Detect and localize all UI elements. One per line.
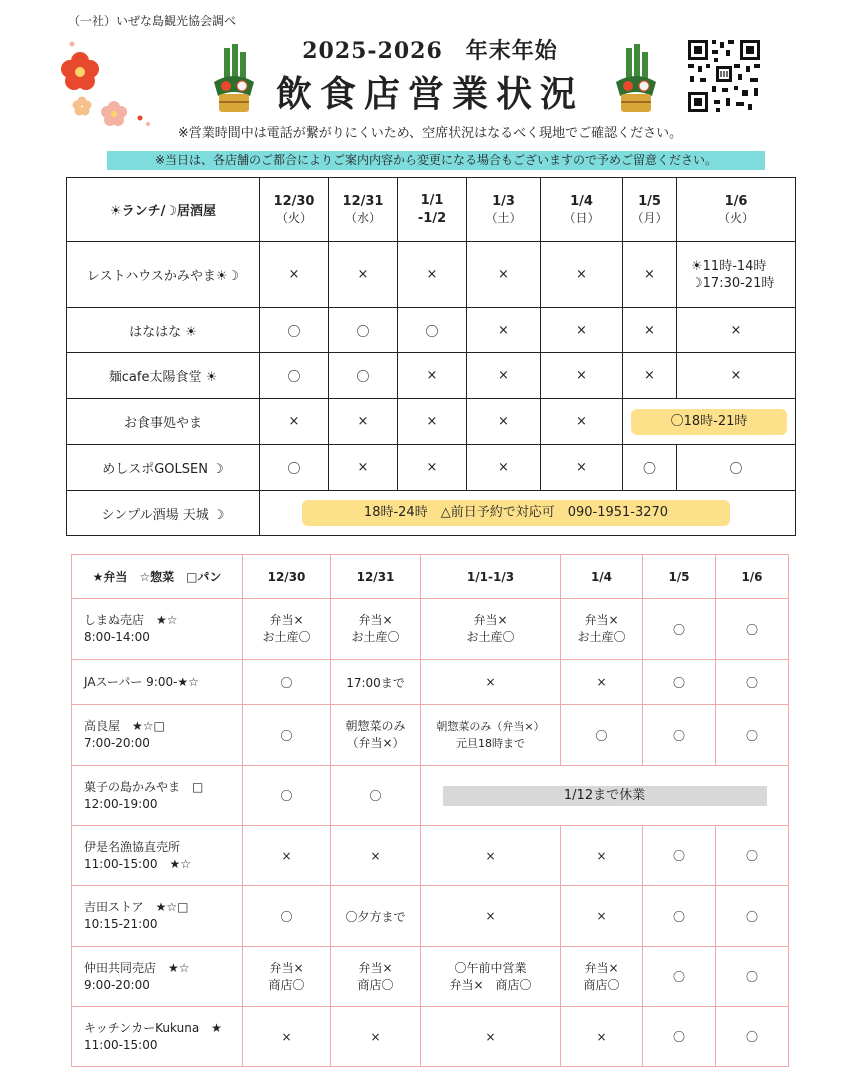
status-cell: × bbox=[677, 308, 796, 353]
date-header: 1/6 bbox=[716, 555, 789, 599]
table-row bbox=[67, 353, 796, 399]
qr-code[interactable] bbox=[686, 38, 762, 114]
page-title: 飲食店営業状況 bbox=[275, 73, 584, 115]
status-cell: 〇 bbox=[716, 947, 789, 1007]
date-header: 12/30 bbox=[243, 555, 331, 599]
status-cell: × bbox=[677, 353, 796, 399]
status-cell: 〇 bbox=[716, 1007, 789, 1067]
kadomatsu-icon bbox=[210, 44, 258, 114]
status-cell: × bbox=[623, 242, 677, 308]
status-cell: 弁当× お土産〇 bbox=[561, 599, 643, 660]
phone-note: ※営業時間中は電話が繋がりにくいため、空席状況はなるべく現地でご確認ください。 bbox=[177, 126, 683, 141]
status-cell: 17:00まで bbox=[331, 660, 421, 705]
status-cell: 〇 bbox=[643, 599, 716, 660]
restaurant-name: めしスポGOLSEN ☽ bbox=[67, 445, 260, 491]
status-cell: × bbox=[398, 242, 467, 308]
status-cell: 〇 bbox=[643, 886, 716, 947]
status-cell: 〇 bbox=[716, 826, 789, 886]
status-cell: × bbox=[421, 886, 561, 947]
status-cell: 弁当× 商店〇 bbox=[561, 947, 643, 1007]
status-cell: × bbox=[623, 353, 677, 399]
table-row bbox=[67, 491, 796, 536]
plum-flower-icon bbox=[73, 97, 92, 116]
date-header: 1/3 （土） bbox=[467, 178, 541, 242]
kadomatsu-icon bbox=[612, 44, 660, 114]
status-cell: × bbox=[541, 399, 623, 445]
plum-flower-icon bbox=[61, 52, 99, 90]
status-cell: 〇 bbox=[643, 1007, 716, 1067]
table-row bbox=[72, 599, 789, 660]
status-cell: × bbox=[260, 399, 329, 445]
shop-name: 菓子の島かみやま □ 12:00-19:00 bbox=[72, 766, 243, 826]
status-cell: × bbox=[331, 1007, 421, 1067]
table-row bbox=[72, 886, 789, 947]
status-cell: × bbox=[421, 1007, 561, 1067]
status-cell: 〇 bbox=[643, 947, 716, 1007]
status-cell: 〇 bbox=[643, 826, 716, 886]
status-cell: 〇 bbox=[243, 766, 331, 826]
table-row bbox=[72, 947, 789, 1007]
date-header: 1/4 bbox=[561, 555, 643, 599]
shop-status-table bbox=[71, 554, 789, 1067]
status-cell: 〇午前中営業 弁当× 商店〇 bbox=[421, 947, 561, 1007]
status-cell: 〇 bbox=[623, 445, 677, 491]
status-cell: 〇 bbox=[643, 660, 716, 705]
status-cell: × bbox=[421, 660, 561, 705]
status-cell: × bbox=[398, 445, 467, 491]
date-header: 1/6 （火） bbox=[677, 178, 796, 242]
shop-name: 吉田ストア ★☆□ 10:15-21:00 bbox=[72, 886, 243, 947]
restaurant-name: レストハウスかみやま☀☽ bbox=[67, 242, 260, 308]
status-cell: × bbox=[561, 660, 643, 705]
date-header: 1/1 -1/2 bbox=[398, 178, 467, 242]
status-cell: × bbox=[398, 353, 467, 399]
status-cell: × bbox=[561, 886, 643, 947]
status-cell: 弁当× 商店〇 bbox=[331, 947, 421, 1007]
status-cell: 〇 bbox=[561, 705, 643, 766]
table-row bbox=[67, 399, 796, 445]
table-row bbox=[67, 242, 796, 308]
status-cell: × bbox=[541, 242, 623, 308]
status-cell: 〇 bbox=[398, 308, 467, 353]
plum-flower-icon bbox=[101, 101, 127, 126]
restaurant-name: はなはな ☀ bbox=[67, 308, 260, 353]
status-cell: 弁当× 商店〇 bbox=[243, 947, 331, 1007]
date-header: 1/4 （日） bbox=[541, 178, 623, 242]
shop-name: 伊是名漁協直売所 11:00-15:00 ★☆ bbox=[72, 826, 243, 886]
table-row bbox=[67, 308, 796, 353]
shop-name: キッチンカーKukuna ★ 11:00-15:00 bbox=[72, 1007, 243, 1067]
shop-name: しまぬ売店 ★☆ 8:00-14:00 bbox=[72, 599, 243, 660]
date-header: 1/1-1/3 bbox=[421, 555, 561, 599]
status-cell: 〇 bbox=[716, 660, 789, 705]
status-cell: × bbox=[421, 826, 561, 886]
status-cell: × bbox=[329, 242, 398, 308]
status-cell: × bbox=[467, 399, 541, 445]
table-row bbox=[72, 1007, 789, 1067]
date-header: 12/31 bbox=[331, 555, 421, 599]
status-banner-cell bbox=[260, 491, 796, 536]
status-cell: × bbox=[331, 826, 421, 886]
shop-name: 高良屋 ★☆□ 7:00-20:00 bbox=[72, 705, 243, 766]
restaurant-status-table bbox=[66, 177, 796, 536]
date-header: 12/31 （水） bbox=[329, 178, 398, 242]
status-cell: 朝惣菜のみ（弁当×） 元旦18時まで bbox=[421, 705, 561, 766]
status-cell: 〇 bbox=[716, 886, 789, 947]
status-cell: 〇 bbox=[243, 660, 331, 705]
date-header: 1/5 （月） bbox=[623, 178, 677, 242]
shop-name: JAスーパー 9:00-★☆ bbox=[72, 660, 243, 705]
status-cell: 〇 bbox=[243, 886, 331, 947]
status-cell: × bbox=[243, 826, 331, 886]
status-banner-cell bbox=[421, 766, 789, 826]
status-cell: 〇 bbox=[329, 353, 398, 399]
status-cell: × bbox=[561, 1007, 643, 1067]
table-row bbox=[72, 826, 789, 886]
status-cell: × bbox=[467, 353, 541, 399]
restaurant-name: シンプル酒場 天城 ☽ bbox=[67, 491, 260, 536]
date-header: 12/30 （火） bbox=[260, 178, 329, 242]
status-cell: × bbox=[541, 445, 623, 491]
status-cell: 〇 bbox=[716, 705, 789, 766]
status-cell: × bbox=[467, 308, 541, 353]
status-cell: ☀11時-14時 ☽17:30-21時 bbox=[677, 242, 796, 308]
status-cell: × bbox=[329, 399, 398, 445]
status-cell: × bbox=[541, 308, 623, 353]
restaurant-corner-header: ☀ランチ/☽居酒屋 bbox=[67, 178, 260, 242]
reservation-banner: 18時-24時 △前日予約で対応可 090-1951-3270 bbox=[302, 500, 730, 526]
status-cell: × bbox=[623, 308, 677, 353]
status-cell: 弁当× お土産〇 bbox=[421, 599, 561, 660]
restaurant-name: 麺cafe太陽食堂 ☀ bbox=[67, 353, 260, 399]
status-cell: 〇 bbox=[260, 308, 329, 353]
restaurant-name: お食事処やま bbox=[67, 399, 260, 445]
status-cell: 〇 bbox=[329, 308, 398, 353]
shop-corner-header: ★弁当 ☆惣菜 □パン bbox=[72, 555, 243, 599]
shop-name: 仲田共同売店 ★☆ 9:00-20:00 bbox=[72, 947, 243, 1007]
status-cell: 〇 bbox=[243, 705, 331, 766]
status-cell: × bbox=[398, 399, 467, 445]
status-cell: 〇 bbox=[677, 445, 796, 491]
status-cell: 〇 bbox=[716, 599, 789, 660]
status-cell: × bbox=[243, 1007, 331, 1067]
status-banner-cell bbox=[623, 399, 796, 445]
source-note: （一社）いぜな島観光協会調べ bbox=[68, 14, 237, 28]
status-cell: 〇 bbox=[643, 705, 716, 766]
status-cell: 〇夕方まで bbox=[331, 886, 421, 947]
status-cell: 〇 bbox=[260, 445, 329, 491]
status-cell: × bbox=[467, 445, 541, 491]
table-row bbox=[72, 766, 789, 826]
status-cell: × bbox=[467, 242, 541, 308]
date-header: 1/5 bbox=[643, 555, 716, 599]
plum-flowers-decoration bbox=[52, 38, 162, 130]
year-line: 2025-2026 年末年始 bbox=[302, 38, 558, 64]
status-cell: 弁当× お土産〇 bbox=[243, 599, 331, 660]
status-cell: 〇 bbox=[331, 766, 421, 826]
status-cell: × bbox=[541, 353, 623, 399]
table-row bbox=[72, 705, 789, 766]
status-cell: × bbox=[260, 242, 329, 308]
status-cell: × bbox=[561, 826, 643, 886]
closed-banner: 1/12まで休業 bbox=[443, 786, 767, 806]
day-note: ※当日は、各店舗のご都合によりご案内内容から変更になる場合もございますので予めご留意ください。 bbox=[107, 151, 765, 170]
status-cell: 弁当× お土産〇 bbox=[331, 599, 421, 660]
status-cell: 朝惣菜のみ （弁当×） bbox=[331, 705, 421, 766]
status-cell: 〇 bbox=[260, 353, 329, 399]
status-cell: × bbox=[329, 445, 398, 491]
table-row bbox=[72, 660, 789, 705]
table-row bbox=[67, 445, 796, 491]
hours-banner: 〇18時-21時 bbox=[631, 409, 787, 435]
